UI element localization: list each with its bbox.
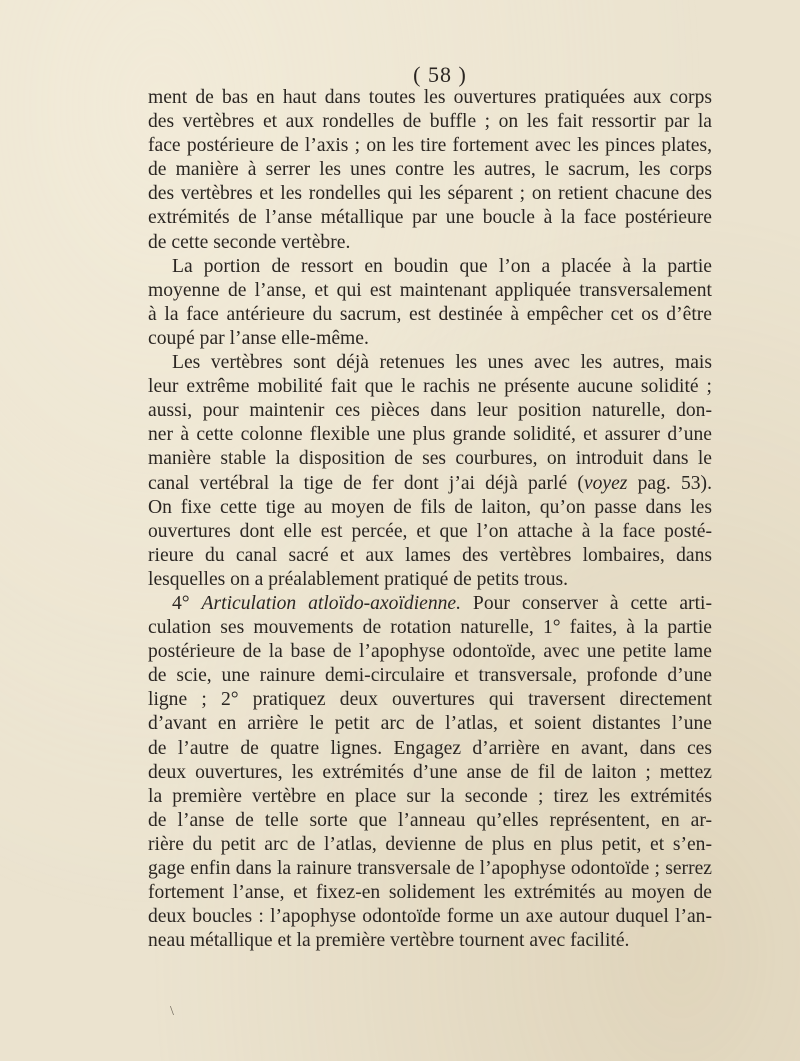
text-line: fortement l’anse, et fixez-en solidement les extrémités au moyen de <box>148 882 712 904</box>
text-line: deux ouvertures, les extrémités d’une anse de fil de laiton ; mettez <box>148 761 712 783</box>
stray-mark: \ <box>170 1004 174 1019</box>
text-line: de l’anse de telle sorte que l’anneau qu’elles représentent, en ar- <box>148 809 712 831</box>
text-line: On fixe cette tige au moyen de fils de laiton, qu’on passe dans les <box>148 496 712 518</box>
text-line: aussi, pour maintenir ces pièces dans leur position naturelle, don- <box>148 400 712 422</box>
text-line: des vertèbres et les rondelles qui les séparent ; on retient chacune des <box>148 183 712 205</box>
page-number: ( 58 ) <box>413 62 467 87</box>
text-line: culation ses mouvements de rotation naturelle, 1° faites, à la partie <box>148 617 712 639</box>
text-line: rière du petit arc de l’atlas, devienne de plus en plus petit, et s’en- <box>148 833 712 855</box>
text-line: coupé par l’anse elle-même. <box>148 327 369 349</box>
text-line: la première vertèbre en place sur la seconde ; tirez les extrémités <box>148 785 712 807</box>
text-line: ouvertures dont elle est percée, et que l’on attache à la face posté- <box>148 520 712 542</box>
text-line: canal vertébral la tige de fer dont j’ai déjà parlé (voyez pag. 53). <box>148 472 712 494</box>
text-line: de manière à serrer les unes contre les autres, le sacrum, les corps <box>148 159 712 181</box>
text-line: face postérieure de l’axis ; on les tire fortement avec les pinces plates, <box>148 135 712 157</box>
text-line: extrémités de l’anse métallique par une boucle à la face postérieure <box>148 207 712 229</box>
text-line: de scie, une rainure demi-circulaire et transversale, profonde d’une <box>148 665 712 687</box>
text-line: lesquelles on a préalablement pratiqué de petits trous. <box>148 568 569 590</box>
text-line: des vertèbres et aux rondelles de buffle ; on les fait ressortir par la <box>148 111 712 133</box>
text-line: 4° Articulation atloïdo-axoïdienne. Pour conserver à cette arti- <box>172 592 712 614</box>
text-line: Les vertèbres sont déjà retenues les unes avec les autres, mais <box>172 352 712 374</box>
text-line: gage enfin dans la rainure transversale de l’apophyse odontoïde ; serrez <box>148 858 712 879</box>
text-line: de l’autre de quatre lignes. Engagez d’arrière en avant, dans ces <box>148 737 712 759</box>
text-line: postérieure de la base de l’apophyse odontoïde, avec une petite lame <box>148 641 712 663</box>
text-line: manière stable la disposition de ses courbures, on introduit dans le <box>148 448 712 470</box>
text-line: de cette seconde vertèbre. <box>148 231 351 253</box>
text-line: ligne ; 2° pratiquez deux ouvertures qui traversent directement <box>148 689 712 711</box>
text-line: moyenne de l’anse, et qui est maintenant appliquée transversalement <box>148 279 712 301</box>
body-text <box>148 86 712 953</box>
text-line: La portion de ressort en boudin que l’on a placée à la partie <box>172 255 712 277</box>
text-line: d’avant en arrière le petit arc de l’atlas, et soient distantes l’une <box>148 713 712 735</box>
text-line: à la face antérieure du sacrum, est destinée à empêcher cet os d’être <box>148 303 712 325</box>
text-line: ment de bas en haut dans toutes les ouvertures pratiquées aux corps <box>148 87 712 108</box>
text-line: ner à cette colonne flexible une plus grande solidité, et assurer d’une <box>148 424 712 446</box>
text-line: leur extrême mobilité fait que le rachis ne présente aucune solidité ; <box>148 376 712 398</box>
text-line: neau métallique et la première vertèbre tournent avec facilité. <box>148 930 630 952</box>
text-line: deux boucles : l’apophyse odontoïde forme un axe autour duquel l’an- <box>148 906 712 928</box>
text-line: rieure du canal sacré et aux lames des vertèbres lombaires, dans <box>148 544 712 566</box>
